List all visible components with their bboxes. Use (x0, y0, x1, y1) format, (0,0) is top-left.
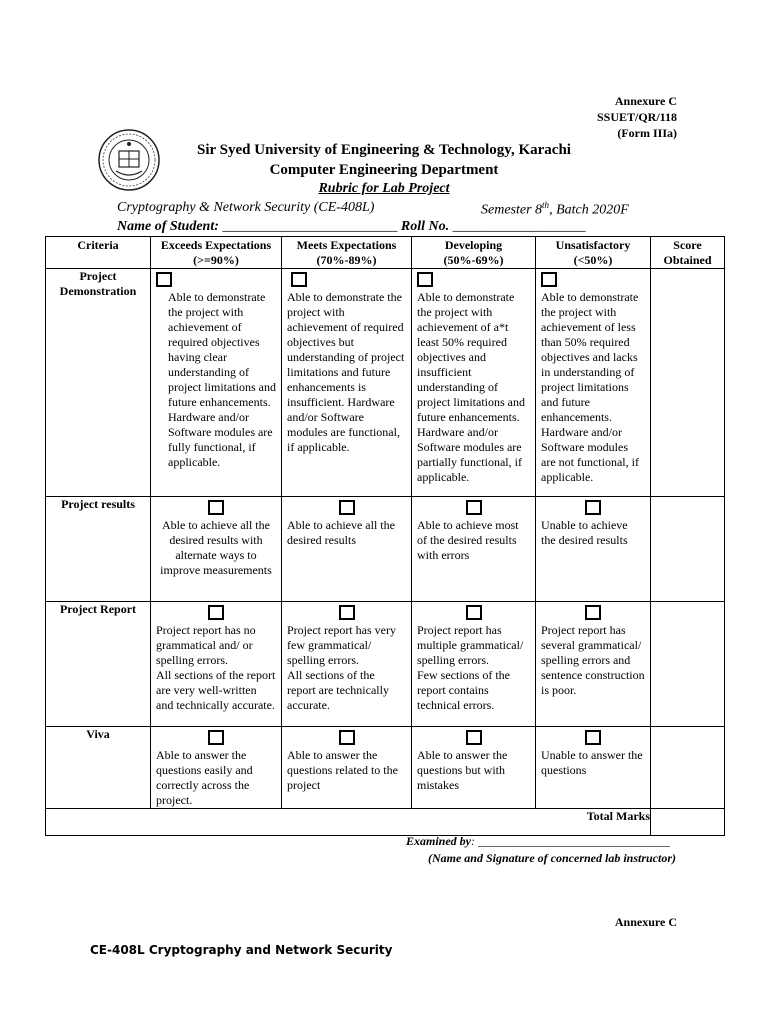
page-footer: CE-408L Cryptography and Network Security (90, 943, 393, 957)
meets-cell (282, 602, 412, 727)
description: Able to demonstrate the project with achievement of required objectives having clear understanding of project limitations and future enhancements. Hardware and/or Software modules are fully functional, if applicable. (168, 290, 276, 469)
student-name-label: Name of Student: (117, 219, 219, 234)
description: Able to achieve most of the desired results with errors (417, 518, 519, 562)
rubric-table (45, 236, 725, 836)
course-name: Cryptography & Network Security (CE-408L) (117, 200, 375, 215)
annexure-label: Annexure C (614, 94, 677, 108)
exceeds-cell (151, 602, 282, 727)
meets-cell (282, 269, 412, 497)
score-cell[interactable] (651, 602, 725, 727)
description: Unable to achieve the desired results (541, 518, 628, 547)
description: Project report has very few grammatical/ spelling errors. (287, 623, 396, 667)
description: Project report has several grammatical/ spelling errors and sentence construction is poor. (541, 623, 645, 697)
criteria-cell: Project Demonstration (46, 269, 151, 497)
checkbox[interactable] (417, 272, 433, 287)
unsatisfactory-cell (536, 602, 651, 727)
table-header-row (46, 237, 725, 269)
description: Project report has multiple grammatical/ spelling errors. (417, 623, 524, 667)
checkbox[interactable] (208, 500, 224, 515)
semester-suffix: th (542, 200, 550, 210)
roll-no-label: Roll No. (400, 219, 450, 234)
total-marks-label: Total Marks (46, 809, 651, 836)
student-line (117, 219, 586, 235)
description: Unable to answer the questions (541, 748, 643, 777)
description: Able to answer the questions related to the project (287, 748, 398, 792)
batch-label: , Batch 2020F (549, 202, 629, 218)
unsatisfactory-cell (536, 497, 651, 602)
total-marks-cell[interactable] (651, 809, 725, 836)
checkbox[interactable] (339, 730, 355, 745)
checkbox[interactable] (156, 272, 172, 287)
description: Able to answer the questions but with mistakes (417, 748, 508, 792)
description: Able to achieve all the desired results (287, 518, 395, 547)
semester-label: Semester 8 (481, 202, 543, 218)
header-score: Score Obtained (651, 237, 725, 269)
header-exceeds: Exceeds Expectations (>=90%) (151, 237, 282, 269)
description: Able to answer the questions easily and correctly across the project. (156, 748, 253, 807)
criteria-cell: Project Report (46, 602, 151, 727)
description: Able to demonstrate the project with achievement of a*t least 50% required objectives and insufficient understanding of project limitations and future enhancements. Hardware and/or Software modules are partially functional, if applicable. (417, 290, 525, 484)
meets-cell (282, 727, 412, 809)
unsatisfactory-cell (536, 727, 651, 809)
developing-cell (412, 602, 536, 727)
criteria-cell: Viva (46, 727, 151, 809)
roll-no-blank[interactable]: ___________________ (452, 219, 586, 234)
developing-cell (412, 497, 536, 602)
semester-batch (481, 200, 629, 219)
checkbox[interactable] (466, 730, 482, 745)
description: All sections of the report are technically accurate. (287, 668, 389, 712)
exceeds-cell (151, 497, 282, 602)
total-row (46, 809, 725, 836)
criteria-cell: Project results (46, 497, 151, 602)
description: Able to achieve all the desired results with alternate ways to improve measurements (160, 518, 272, 577)
checkbox[interactable] (208, 730, 224, 745)
header-criteria: Criteria (46, 237, 151, 269)
document-code: SSUET/QR/118 (596, 110, 677, 124)
developing-cell (412, 269, 536, 497)
description: Project report has no grammatical and/ or spelling errors. (156, 623, 256, 667)
checkbox[interactable] (339, 500, 355, 515)
examined-label: Examined by (406, 834, 471, 848)
header-meets: Meets Expectations (70%-89%) (282, 237, 412, 269)
checkbox[interactable] (585, 500, 601, 515)
score-cell[interactable] (651, 727, 725, 809)
department-name: Computer Engineering Department (269, 162, 499, 178)
examined-line (406, 834, 670, 849)
checkbox[interactable] (466, 500, 482, 515)
header-developing: Developing (50%-69%) (412, 237, 536, 269)
description: Able to demonstrate the project with achievement of required objectives but understanding of project limitations and future enhancements is insufficient. Hardware and/or Software modules are functional, if applicable. (287, 290, 405, 454)
examined-note: (Name and Signature of concerned lab instructor) (427, 851, 676, 865)
table-row (46, 269, 725, 497)
rubric-title: Rubric for Lab Project (318, 181, 450, 196)
table-row (46, 727, 725, 809)
unsatisfactory-cell (536, 269, 651, 497)
university-name: Sir Syed University of Engineering & Technology, Karachi (197, 142, 571, 158)
form-label: (Form IIIa) (617, 126, 677, 140)
annexure-header (597, 93, 677, 141)
checkbox[interactable] (339, 605, 355, 620)
checkbox[interactable] (541, 272, 557, 287)
checkbox[interactable] (585, 730, 601, 745)
score-cell[interactable] (651, 497, 725, 602)
table-row (46, 497, 725, 602)
exceeds-cell (151, 269, 282, 497)
description: Few sections of the report contains technical errors. (417, 668, 510, 712)
examined-blank[interactable]: : ________________________________ (471, 834, 670, 848)
developing-cell (412, 727, 536, 809)
annexure-bottom: Annexure C (614, 915, 677, 929)
checkbox[interactable] (466, 605, 482, 620)
exceeds-cell (151, 727, 282, 809)
description: Able to demonstrate the project with achievement of less than 50% required objectives and lacks in understanding of project limitations and future enhancements. Hardware and/or Software modules are not functional, if applicable. (541, 290, 639, 484)
score-cell[interactable] (651, 269, 725, 497)
checkbox[interactable] (585, 605, 601, 620)
student-name-blank[interactable]: _________________________ (222, 219, 398, 234)
checkbox[interactable] (208, 605, 224, 620)
table-row (46, 602, 725, 727)
description: All sections of the report are very well-written and technically accurate. (156, 668, 276, 712)
checkbox[interactable] (291, 272, 307, 287)
meets-cell (282, 497, 412, 602)
header-unsatisfactory: Unsatisfactory (<50%) (536, 237, 651, 269)
